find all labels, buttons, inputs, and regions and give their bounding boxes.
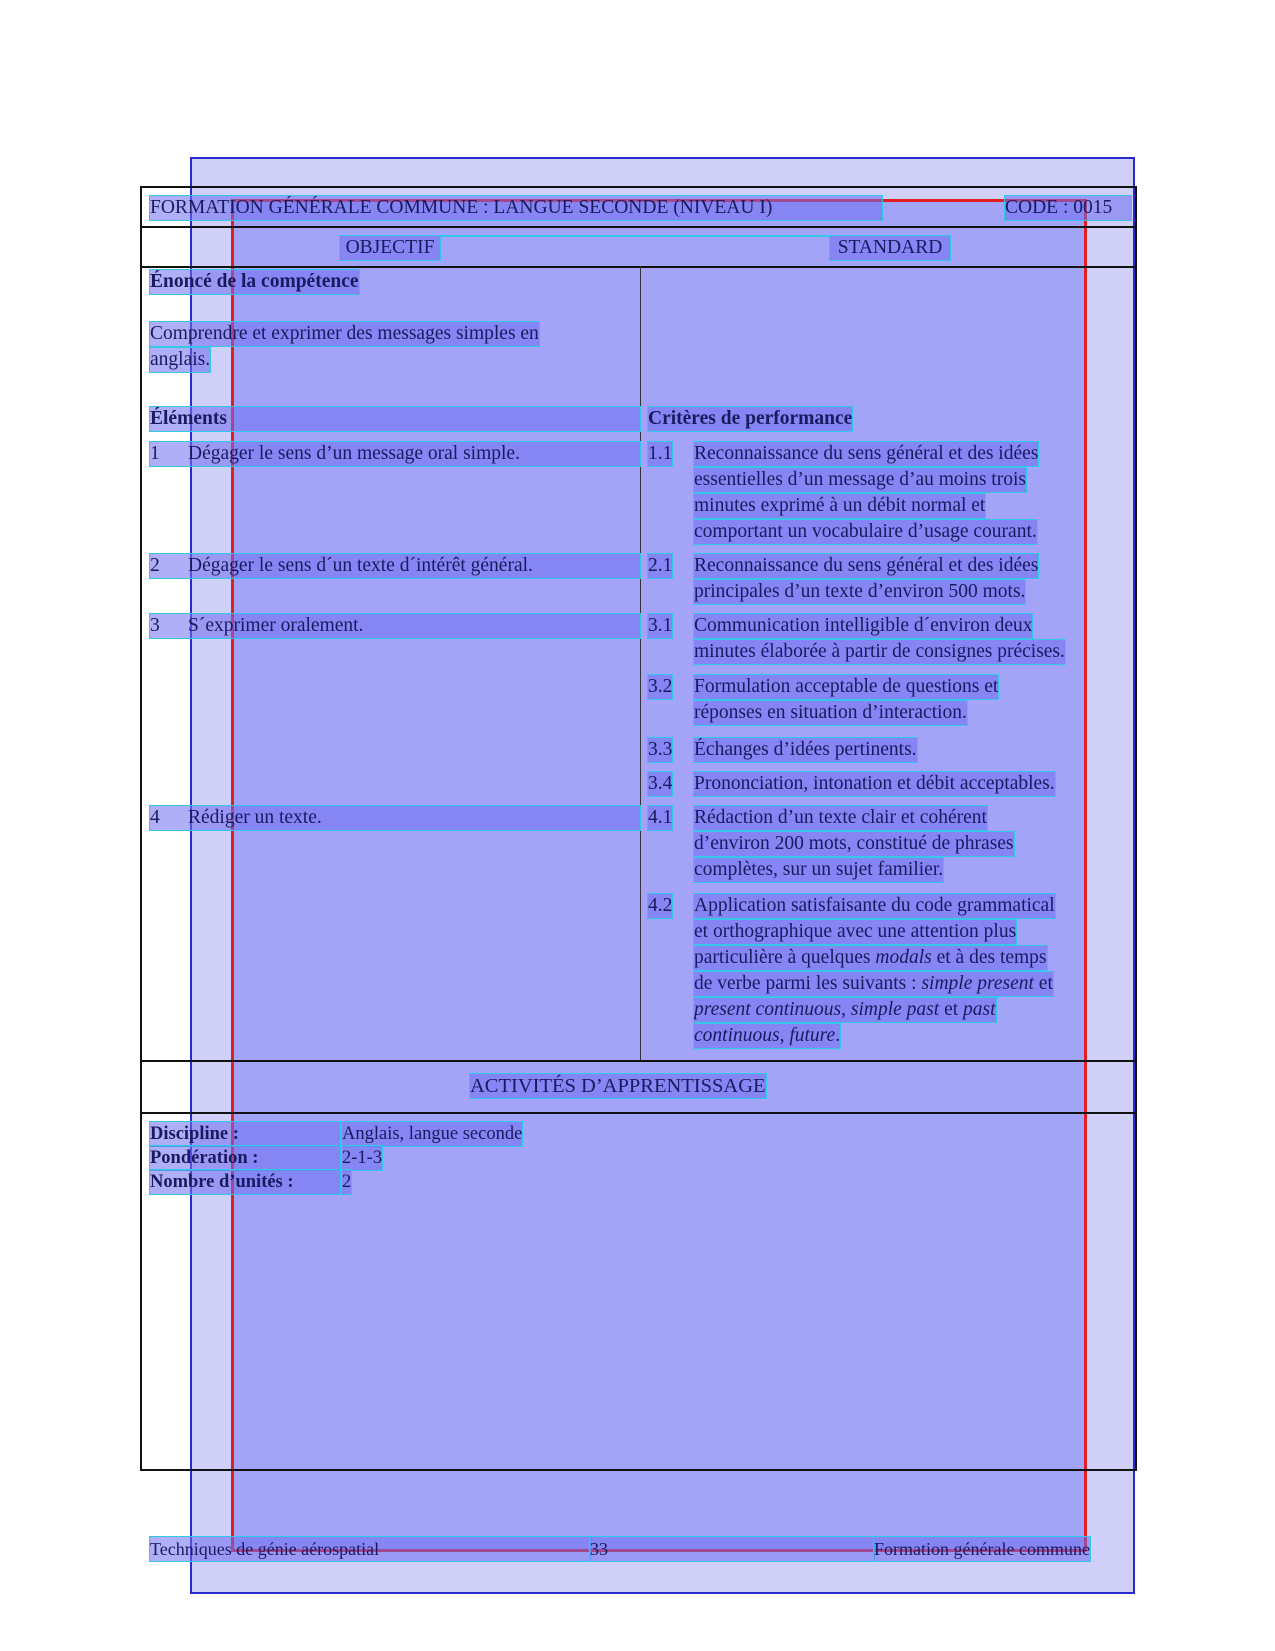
criterion-number: 3.3 xyxy=(648,739,673,760)
text-run-italic: simple past xyxy=(850,999,940,1020)
element-row-1 xyxy=(150,442,640,466)
text-run: , xyxy=(779,1025,790,1046)
column-divider xyxy=(640,266,641,1060)
criterion-text xyxy=(694,998,996,1022)
divider xyxy=(140,226,1137,228)
ponderation-value: 2-1-3 xyxy=(342,1148,383,1168)
divider xyxy=(140,266,1137,268)
criterion-text: minutes exprimé à un débit normal et xyxy=(694,495,986,516)
text-run: particulière à quelques xyxy=(694,947,876,968)
criterion-text: réponses en situation d’interaction. xyxy=(694,702,967,723)
criteria-heading: Critères de performance xyxy=(648,408,853,429)
column-header-objectif: OBJECTIF xyxy=(340,236,440,260)
element-number: 4 xyxy=(150,807,160,828)
text-run-italic: modals xyxy=(875,947,932,968)
element-text: Rédiger un texte. xyxy=(188,807,322,828)
criterion-text: et orthographique avec une attention plus xyxy=(694,921,1017,942)
element-row-2 xyxy=(150,554,640,578)
activities-title: ACTIVITÉS D’APPRENTISSAGE xyxy=(470,1075,766,1097)
criterion-number: 4.1 xyxy=(648,807,673,828)
text-run-italic: present continuous xyxy=(694,999,842,1020)
footer-page-number: 33 xyxy=(590,1537,874,1561)
criterion-number: 3.1 xyxy=(648,615,673,636)
text-run: et xyxy=(939,999,964,1020)
course-code: CODE : 0015 xyxy=(1005,196,1131,220)
criterion-text: Formulation acceptable de questions et xyxy=(694,676,999,697)
document-title: FORMATION GÉNÉRALE COMMUNE : LANGUE SECONDE (NIVEAU I) xyxy=(150,196,882,220)
criterion-number: 2.1 xyxy=(648,555,673,576)
criterion-text: Communication intelligible d´environ deux xyxy=(694,615,1033,636)
text-run-italic: simple present xyxy=(921,973,1034,994)
criterion-text: minutes élaborée à partir de consignes précises. xyxy=(694,641,1065,662)
element-row-3 xyxy=(150,614,640,638)
criterion-text: Reconnaissance du sens général et des idées xyxy=(694,443,1039,464)
footer-section: Formation générale commune xyxy=(874,1539,1090,1559)
criterion-number: 1.1 xyxy=(648,443,673,464)
criterion-text xyxy=(694,946,1047,970)
criterion-text: Application satisfaisante du code grammatical xyxy=(694,895,1055,916)
criterion-text xyxy=(694,1024,840,1048)
criterion-text: principales d’un texte d’environ 500 mots. xyxy=(694,581,1026,602)
ponderation-label: Pondération : xyxy=(150,1146,340,1170)
unites-value: 2 xyxy=(342,1172,352,1192)
text-run-italic: past xyxy=(963,999,996,1020)
element-text: Dégager le sens d’un message oral simple. xyxy=(188,443,520,464)
criterion-number: 3.4 xyxy=(648,773,673,794)
criterion-number: 4.2 xyxy=(648,895,673,916)
criterion-text: Échanges d’idées pertinents. xyxy=(694,739,917,760)
criterion-text: Prononciation, intonation et débit acceptables. xyxy=(694,773,1055,794)
discipline-value: Anglais, langue seconde xyxy=(342,1124,523,1144)
text-run: de verbe parmi les suivants : xyxy=(694,973,922,994)
criterion-text: d’environ 200 mots, constitué de phrases xyxy=(694,833,1014,854)
criterion-number: 3.2 xyxy=(648,676,673,697)
discipline-label: Discipline : xyxy=(150,1122,340,1146)
text-run: . xyxy=(835,1025,841,1046)
criterion-text: essentielles d’un message d’au moins trois xyxy=(694,469,1026,490)
criterion-text: complètes, sur un sujet familier. xyxy=(694,859,944,880)
footer-program: Techniques de génie aérospatial xyxy=(150,1537,590,1561)
text-run: , xyxy=(841,999,851,1020)
text-run-italic: future xyxy=(789,1025,836,1046)
criterion-text xyxy=(694,972,1053,996)
competence-heading: Énoncé de la compétence xyxy=(150,271,359,292)
element-number: 2 xyxy=(150,555,160,576)
text-run: et xyxy=(1033,973,1053,994)
competence-text: anglais. xyxy=(150,349,211,370)
criterion-text: Rédaction d’un texte clair et cohérent xyxy=(694,807,987,828)
element-row-4 xyxy=(150,806,640,830)
elements-heading: Éléments xyxy=(150,407,640,431)
element-text: S´exprimer oralement. xyxy=(188,615,364,636)
divider xyxy=(140,1060,1137,1062)
criterion-text: comportant un vocabulaire d’usage courant. xyxy=(694,521,1037,542)
criterion-text: Reconnaissance du sens général et des idées xyxy=(694,555,1039,576)
text-run: et à des temps xyxy=(931,947,1047,968)
element-number: 1 xyxy=(150,443,160,464)
text-run-italic: continuous xyxy=(694,1025,780,1046)
competence-text: Comprendre et exprimer des messages simples en xyxy=(150,323,539,344)
divider xyxy=(140,1112,1137,1114)
column-header-standard: STANDARD xyxy=(830,236,950,260)
unites-label: Nombre d’unités : xyxy=(150,1170,340,1194)
element-text: Dégager le sens d´un texte d´intérêt général. xyxy=(188,555,533,576)
element-number: 3 xyxy=(150,615,160,636)
